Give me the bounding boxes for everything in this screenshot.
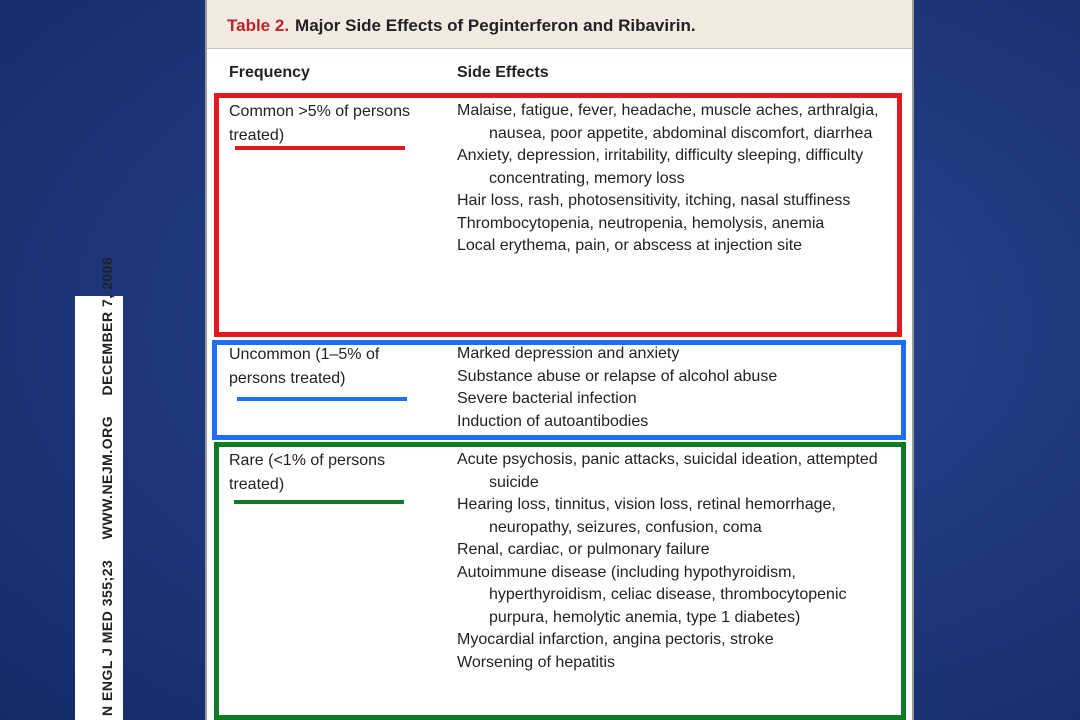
effect-item: Hair loss, rash, photosensitivity, itching, nasal stuffiness (457, 192, 851, 209)
frequency-header: Frequency (229, 64, 310, 81)
citation-text (99, 241, 115, 716)
frequency-uncommon: Uncommon (1–5% of persons treated) (229, 346, 380, 387)
effect-item: Worsening of hepatitis (457, 653, 616, 671)
effect-item: Acute psychosis, panic attacks, suicidal ideation, attempted suicide (457, 451, 878, 491)
effect-item: Severe bacterial infection (457, 390, 637, 407)
effect-item: Induction of autoantibodies (457, 412, 649, 430)
effect-item: Marked depression and anxiety (457, 345, 680, 362)
citation-site: WWW.NEJM.ORG (99, 415, 115, 540)
table-title-bar (207, 0, 912, 49)
effect-item: Renal, cardiac, or pulmonary failure (457, 541, 710, 558)
effect-item: Thrombocytopenia, neutropenia, hemolysis, anemia (457, 214, 825, 232)
uncommon-highlight-frame (212, 340, 906, 440)
effect-item: Myocardial infarction, angina pectoris, stroke (457, 631, 774, 648)
effect-item: Substance abuse or relapse of alcohol abuse (457, 367, 778, 385)
citation-journal: N ENGL J MED 355;23 (99, 559, 115, 716)
effect-item: Local erythema, pain, or abscess at injection site (457, 237, 803, 254)
side-effects-header: Side Effects (457, 64, 549, 81)
effect-item: Autoimmune disease (including hypothyroidism, hyperthyroidism, celiac disease, thrombocytopenic purpura, hemolytic anemia, type 1 diabetes) (457, 563, 847, 626)
frequency-rare: Rare (<1% of persons treated) (229, 452, 386, 493)
effect-item: Malaise, fatigue, fever, headache, muscle aches, arthralgia, nausea, poor appetite, abdominal discomfort, diarrhea (457, 102, 879, 142)
common-highlight-frame (214, 93, 902, 337)
table-caption: Major Side Effects of Peginterferon and Ribavirin. (295, 16, 696, 35)
citation-strip (75, 256, 123, 720)
rare-highlight-frame (214, 442, 906, 720)
effect-item: Hearing loss, tinnitus, vision loss, retinal hemorrhage, neuropathy, seizures, confusion, coma (457, 496, 836, 536)
effect-item: Anxiety, depression, irritability, difficulty sleeping, difficulty concentrating, memory loss (457, 147, 864, 187)
table-number: Table 2. (227, 16, 290, 35)
frequency-common: Common >5% of persons treated) (229, 103, 410, 144)
table-title (227, 16, 696, 36)
citation-date: DECEMBER 7, 2006 (99, 256, 115, 396)
